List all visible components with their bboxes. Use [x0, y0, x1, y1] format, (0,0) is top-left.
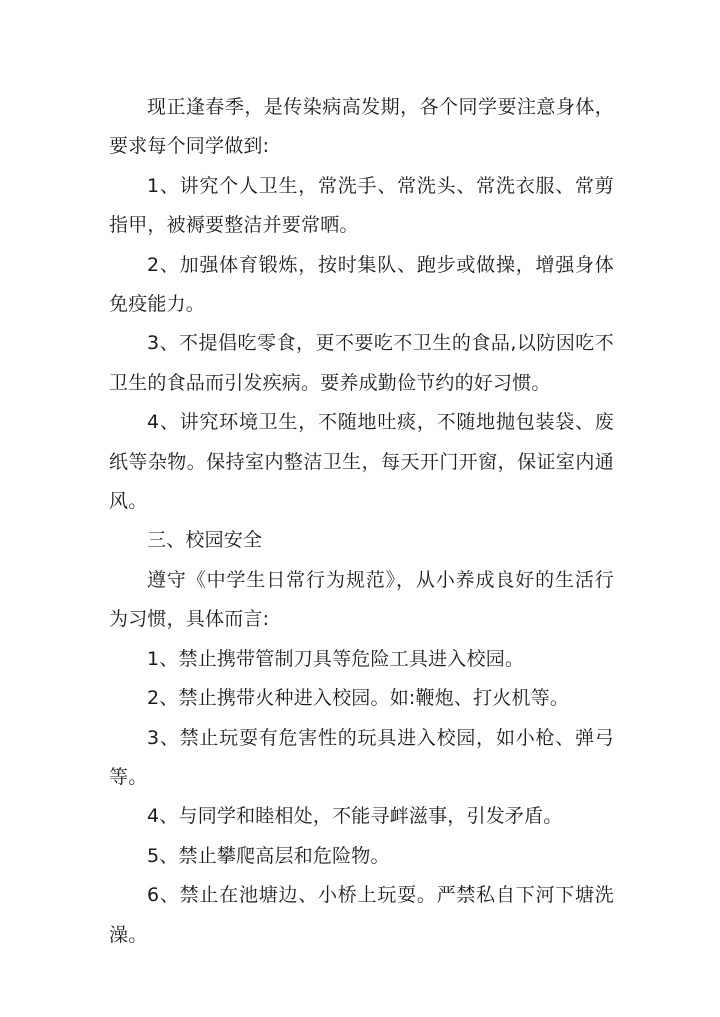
safety-intro-paragraph: 遵守《中学生日常行为规范》，从小养成良好的生活行为习惯，具体而言:: [109, 568, 614, 631]
safety-item-1: 1、禁止携带管制刀具等危险工具进入校园。: [147, 647, 525, 670]
hygiene-item-4: 4、讲究环境卫生，不随地吐痰，不随地抛包装袋、废纸等杂物。保持室内整洁卫生，每天开门开窗，保证室内通风。: [109, 411, 614, 513]
safety-item-3: 3、禁止玩耍有危害性的玩具进入校园，如小枪、弹弓等。: [109, 726, 614, 788]
safety-item-6: 6、禁止在池塘边、小桥上玩耍。严禁私自下河下塘洗澡。: [109, 884, 614, 946]
document-body: [109, 88, 614, 955]
hygiene-item-3: 3、不提倡吃零食，更不要吃不卫生的食品,以防因吃不卫生的食品而引发疾病。要养成勤俭节约的好习惯。: [109, 332, 614, 394]
hygiene-item-2: 2、加强体育锻炼，按时集队、跑步或做操，增强身体免疫能力。: [109, 253, 614, 316]
intro-paragraph: 现正逢春季，是传染病高发期，各个同学要注意身体，要求每个同学做到:: [109, 96, 614, 158]
section-heading-campus-safety: 三、校园安全: [147, 529, 263, 552]
hygiene-item-1: 1、讲究个人卫生，常洗手、常洗头、常洗衣服、常剪指甲，被褥要整洁并要常晒。: [109, 174, 614, 237]
safety-item-4: 4、与同学和睦相处，不能寻衅滋事，引发矛盾。: [147, 805, 563, 828]
safety-item-5: 5、禁止攀爬高层和危险物。: [147, 844, 390, 867]
safety-item-2: 2、禁止携带火种进入校园。如:鞭炮、打火机等。: [147, 687, 570, 710]
